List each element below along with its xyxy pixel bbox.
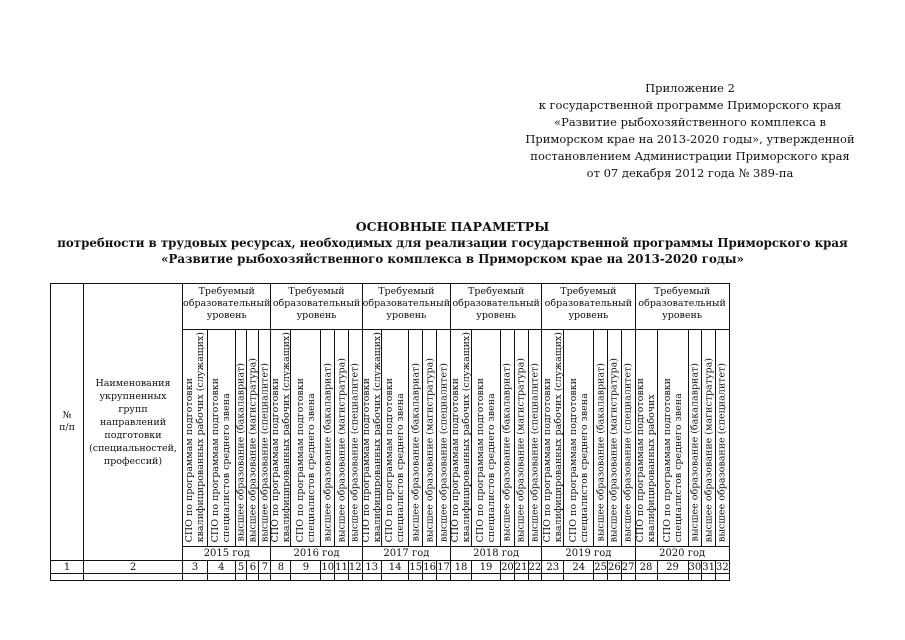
empty-cell [423, 574, 437, 581]
education-level-header: высшее образование (бакалавриат) [688, 330, 702, 547]
education-level-header: СПО по программам подготовки квалифицированных рабочих (служащих) [451, 330, 472, 547]
year-header: 2020 год [635, 547, 729, 561]
document-title [40, 219, 865, 267]
education-level-header: высшее образование (магистратура) [702, 330, 716, 547]
empty-cell [409, 574, 423, 581]
empty-data-row [51, 574, 730, 581]
year-header: 2019 год [542, 547, 635, 561]
empty-cell [715, 574, 729, 581]
education-level-group-header: Требуемый образовательный уровень [451, 284, 542, 330]
education-level-group-header: Требуемый образовательный уровень [542, 284, 635, 330]
education-level-header: высшее образование (магистратура) [423, 330, 437, 547]
column-number: 28 [635, 561, 657, 574]
appendix-line: «Развитие рыбохозяйственного комплекса в [554, 115, 826, 129]
column-number: 2 [84, 561, 183, 574]
education-level-header: СПО по программам подготовки квалифицированных рабочих (служащих) [362, 330, 381, 547]
column-number-row [51, 561, 730, 574]
column-number: 29 [657, 561, 688, 574]
empty-cell [183, 574, 208, 581]
education-level-header: высшее образование (специалитет) [528, 330, 542, 547]
education-level-group-header: Требуемый образовательный уровень [635, 284, 729, 330]
empty-cell [528, 574, 542, 581]
education-level-header: СПО по программам подготовки специалистов среднего звена [657, 330, 688, 547]
education-level-header: высшее образование (бакалавриат) [409, 330, 423, 547]
empty-cell [635, 574, 657, 581]
education-level-header: СПО по программам подготовки квалифицированных рабочих [635, 330, 657, 547]
education-level-header: СПО по программам подготовки специалистов среднего звена [472, 330, 501, 547]
column-number: 22 [528, 561, 542, 573]
education-level-header: высшее образование (магистратура) [608, 330, 622, 547]
column-number: 12 [348, 561, 362, 573]
column-number: 24 [564, 561, 594, 574]
education-level-group-header: Требуемый образовательный уровень [183, 284, 271, 330]
column-number: 11 [335, 561, 348, 573]
empty-cell [437, 574, 451, 581]
empty-cell [362, 574, 381, 581]
empty-cell [501, 574, 515, 581]
column-number: 9 [291, 561, 321, 574]
column-number: 27 [621, 561, 635, 573]
appendix-line: от 07 декабря 2012 года № 389-па [586, 166, 794, 180]
education-level-header: высшее образование (специалитет) [715, 330, 729, 547]
year-header: 2018 год [451, 547, 542, 561]
column-number: 17 [437, 561, 450, 573]
appendix-line: к государственной программе Приморского края [538, 98, 842, 112]
column-number: 26 [608, 561, 621, 573]
education-level-header: СПО по программам подготовки квалифицированных рабочих (служащих) [183, 330, 208, 547]
appendix-line: Приморском крае на 2013-2020 годы», утвержденной [525, 132, 855, 146]
education-level-header: СПО по программам подготовки специалистов среднего звена [564, 330, 594, 547]
empty-cell [381, 574, 408, 581]
education-level-header: высшее образование (бакалавриат) [321, 330, 335, 547]
column-number: 20 [501, 561, 514, 573]
column-number: 14 [381, 561, 408, 574]
parameters-table [50, 283, 730, 581]
title-line-3: «Развитие рыбохозяйственного комплекса в Приморском крае на 2013-2020 годы» [161, 252, 744, 266]
education-level-group-header: Требуемый образовательный уровень [271, 284, 362, 330]
empty-cell [271, 574, 291, 581]
column-number: 18 [451, 561, 472, 574]
column-number: 21 [514, 561, 528, 573]
empty-cell [542, 574, 564, 581]
education-level-header: высшее образование (специалитет) [621, 330, 635, 547]
empty-cell [702, 574, 716, 581]
empty-cell [235, 574, 247, 581]
column-number: 25 [594, 561, 608, 573]
column-number: 10 [321, 561, 335, 573]
appendix-note [500, 80, 880, 182]
education-level-header: высшее образование (магистратура) [247, 330, 259, 547]
appendix-line: Приложение 2 [645, 81, 735, 95]
column-number: 23 [542, 561, 564, 574]
column-number: 13 [362, 561, 381, 574]
title-line-2: потребности в трудовых ресурсах, необходимых для реализации государственной программы Приморского края [57, 236, 848, 250]
group-name-header: Наименования укрупненных групп направлений подготовки (специальностей, профессий) [84, 284, 183, 561]
empty-cell [514, 574, 528, 581]
empty-cell [451, 574, 472, 581]
column-number: 3 [183, 561, 208, 574]
empty-cell [247, 574, 259, 581]
education-level-header: высшее образование (бакалавриат) [594, 330, 608, 547]
year-header: 2017 год [362, 547, 450, 561]
empty-cell [472, 574, 501, 581]
education-level-header: высшее образование (специалитет) [437, 330, 451, 547]
column-number: 6 [247, 561, 259, 574]
empty-cell [259, 574, 271, 581]
education-level-header: высшее образование (специалитет) [259, 330, 271, 547]
education-level-header: высшее образование (магистратура) [514, 330, 528, 547]
education-level-header: СПО по программам подготовки специалистов среднего звена [208, 330, 235, 547]
education-level-header: высшее образование (бакалавриат) [501, 330, 515, 547]
appendix-line: постановлением Администрации Приморского края [530, 149, 850, 163]
empty-cell [51, 574, 84, 581]
empty-cell [621, 574, 635, 581]
education-level-header: высшее образование (магистратура) [335, 330, 349, 547]
empty-cell [335, 574, 349, 581]
column-number: 31 [702, 561, 715, 573]
column-number: 15 [409, 561, 423, 573]
empty-cell [657, 574, 688, 581]
header-row-groups [51, 284, 730, 330]
column-number: 32 [715, 561, 729, 573]
year-header: 2015 год [183, 547, 271, 561]
column-number: 7 [259, 561, 271, 574]
education-level-header: СПО по программам подготовки квалифицированных рабочих (служащих) [542, 330, 564, 547]
education-level-header: СПО по программам подготовки специалистов среднего звена [291, 330, 321, 547]
empty-cell [208, 574, 235, 581]
column-number: 4 [208, 561, 235, 574]
education-level-header: высшее образование (бакалавриат) [235, 330, 247, 547]
empty-cell [321, 574, 335, 581]
education-level-header: высшее образование (специалитет) [348, 330, 362, 547]
column-number: 16 [423, 561, 437, 573]
empty-cell [688, 574, 702, 581]
empty-cell [84, 574, 183, 581]
empty-cell [608, 574, 622, 581]
column-number: 5 [235, 561, 247, 574]
empty-cell [348, 574, 362, 581]
column-number: 30 [688, 561, 702, 573]
column-number: 8 [271, 561, 291, 574]
education-level-header: СПО по программам подготовки специалистов среднего звена [381, 330, 408, 547]
empty-cell [291, 574, 321, 581]
education-level-header: СПО по программам подготовки квалифицированных рабочих (служащих) [271, 330, 291, 547]
year-header: 2016 год [271, 547, 362, 561]
empty-cell [564, 574, 594, 581]
row-number-header: № п/п [51, 284, 84, 561]
empty-cell [594, 574, 608, 581]
column-number: 1 [51, 561, 84, 574]
column-number: 19 [472, 561, 501, 574]
education-level-group-header: Требуемый образовательный уровень [362, 284, 450, 330]
title-line-1: ОСНОВНЫЕ ПАРАМЕТРЫ [355, 219, 550, 234]
